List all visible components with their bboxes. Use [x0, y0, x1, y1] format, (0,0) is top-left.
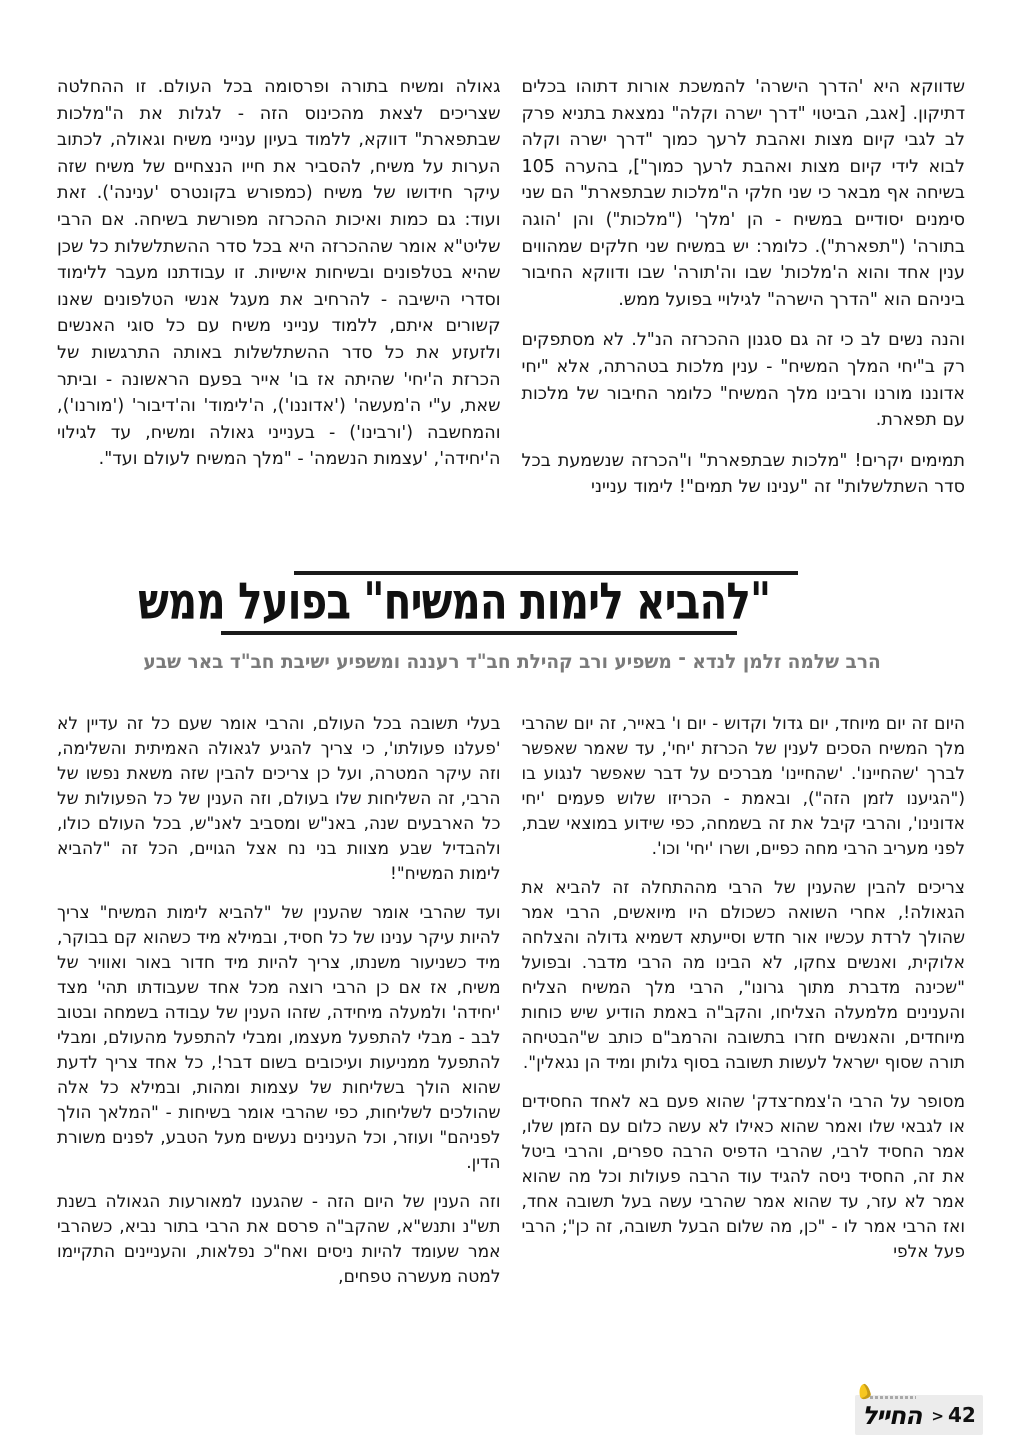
article-subtitle — [0, 650, 1024, 673]
article-headline — [118, 573, 813, 631]
bottom-article-left-column — [57, 712, 501, 1290]
top-article-left-column — [57, 74, 501, 501]
logo-fine-print — [870, 1396, 916, 1399]
page-number-value: 42 — [947, 1403, 976, 1427]
top-article-section — [57, 74, 965, 501]
body-paragraph: בעלי תשובה בכל העולם, והרבי אומר שעם כל זה עדיין לא 'פעלנו פעולתו', כי צריך להגיע לגאולה האמיתית והשלימה, וזה עיקר המטרה, ועל כן צריכים להבין שזה משאת נפשו של הרבי, זה השליחות שלו בעולם, וזה הענין של כל הפעולות של כל הארבעים שנה, באנ"ש ומסביב לאנ"ש, בכל העולם כולו, ולהבדיל שבע מצוות בני נח אצל הגויים, הכל זה "להביא לימות המשיח"! — [57, 714, 501, 884]
headline-rule-bottom — [221, 631, 737, 635]
article-headline-text: "להביא לימות המשיח" בפועל ממש — [137, 571, 770, 631]
body-paragraph: שדווקא היא 'הדרך הישרה' להמשכת אורות דתוהו בכלים דתיקון. [אגב, הביטוי "דרך ישרה וקלה" נמצאת בתניא פרק לב לגבי קיום מצות ואהבת לרעך כמוך "דרך ישרה וקלה לבוא לידי קיום מצות ואהבת לרעך כמוך"], בהערה 105 בשיחה אף מבאר כי שני חלקי ה"מלכות שבתפארת" הם שני סימנים יסודיים במשיח - הן 'מלך' ("מלכות") והן 'הוגה בתורה' ("תפארת"). כלומר: יש במשיח שני חלקים שמהווים ענין אחד והוא ה'מלכות' שבו וה'תורה' שבו ודווקא החיבור ביניהם הוא "הדרך הישרה" לגילויי בפועל ממש. — [521, 77, 965, 310]
body-paragraph: תמימים יקרים! "מלכות שבתפארת" ו"הכרזה שנשמעת בכל סדר השתלשלות" זה "ענינו של תמים"! לימוד ענייני — [521, 450, 965, 498]
article-subtitle-text: הרב שלמה זלמן לנדא ־ משפיע ורב קהילת חב"ד רעננה ומשפיע ישיבת חב"ד באר שבע — [143, 650, 881, 673]
body-paragraph: וזה הענין של היום הזה - שהגענו למאורעות הגאולה בשנת תש"נ ותנש"א, שהקב"ה פרסם את הרבי בתור נביא, כשהרבי אמר שעומד להיות ניסים ואח"כ נפלאות, והעניינים התקיימו למטה מעשרה טפחים, — [57, 1192, 501, 1287]
body-paragraph: גאולה ומשיח בתורה ופרסומה בכל העולם. זו ההחלטה שצריכים לצאת מהכינוס הזה - לגלות את ה"מלכות שבתפארת" דווקא, ללמוד בעיון ענייני משיח וגאולה, לכתוב הערות על משיח, להסביר את חייו הנצחיים של משיח שזה עיקר חידושו של משיח (כמפורש בקונטרס 'ענינה'). זאת ועוד: גם כמות ואיכות ההכרזה מפורשת בשיחה. אם הרבי שליט"א אומר שההכרזה היא בכל סדר ההשתלשלות כל שכן שהיא בטלפונים ובשיחות אישיות. זו עבודתנו מעבר ללימוד וסדרי הישיבה - להרחיב את מעגל אנשי הטלפונים שאנו קשורים איתם, ללמוד ענייני משיח עם כל סוגי האנשים ולזעזע את כל סדר ההשתלשלות באותה התרגשות של הכרזת ה'יחי' שהיתה אז בו' אייר בפעם הראשונה - וביתר שאת, ע"י ה'מעשה' ('אדוננו'), ה'לימוד' וה'דיבור' ('מורנו'), והמחשבה ('ורבינו') - בענייני גאולה ומשיח, עד לגילוי ה'יחידה', 'עצמות הנשמה' - "מלך המשיח לעולם ועד". — [57, 77, 501, 470]
body-paragraph: צריכים להבין שהענין של הרבי מההתחלה זה להביא את הגאולה!, אחרי השואה כשכולם היו מיואשים, הרבי אמר שהולך לרדת עכשיו אור חדש וסייעתא דשמיא גדולה והצלחה אלוקית, ואנשים צחקו, לא הבינו מה הרבי מדבר. ובפועל "שכינה מדברת מתוך גרונו", הרבי מלך המשיח הצליח והענינים מלמעלה הצליחו, והקב"ה באמת הודיע שיש כוחות מיוחדים, והאנשים חזרו בתשובה והרמב"ם כותב ש"הבטיחה תורה שסוף ישראל לעשות תשובה בסוף גלותן ומיד הן נגאלין". — [521, 878, 965, 1073]
publication-logo-text: החייל — [862, 1400, 922, 1430]
bottom-article-right-column — [522, 712, 966, 1290]
body-paragraph: היום זה יום מיוחד, יום גדול וקדוש - יום ו' באייר, זה יום שהרבי מלך המשיח הסכים לענין של הכרזת 'יחי', עד שאמר שאפשר לברך 'שהחיינו'. 'שהחיינו' מברכים על דבר שאפשר לנגוע בו ("הגיענו לזמן הזה"), ובאמת - הכריזו שלוש פעמים 'יחי אדונינו', והרבי קיבל את זה בשמחה, כפי שידוע במוצאי שבת, לפני מעריב הרבי מחה כפיים, ושרו 'יחי' וכו'. — [521, 714, 965, 859]
body-paragraph: והנה נשים לב כי זה גם סגנון ההכרזה הנ"ל. לא מסתפקים רק ב"יחי המלך המשיח" - ענין מלכות בטהרתה, אלא "יחי אדוננו מורנו ורבינו מלך המשיח" כלומר החיבור של מלכות עם תפארת. — [521, 330, 965, 431]
top-article-right-column — [522, 74, 966, 501]
body-paragraph: ועד שהרבי אומר שהענין של "להביא לימות המשיח" צריך להיות עיקר ענינו של כל חסיד, ובמילא מיד כשהוא קם בבוקר, מיד כשניעור משנתו, צריך להיות מיד חדור באור ואוויר של משיח, אז אם כן הרבי רוצה מכל אחד שעבודתו תהי' מצד 'יחידה' ולמעלה מיחידה, שזהו הענין של עבודה בשמחה ובטוב לבב - מבלי להתפעל מעצמו, ומבלי להתפעל מהעולם, ומבלי להתפעל ממניעות ועיכובים בשום דבר!, כל אחד צריך לדעת שהוא הולך בשליחות של עצמות ומהות, ובמילא כל אלה שהולכים לשליחות, כפי שהרבי אומר בשיחות - "המלאך הולך לפניהם" ועוזר, וכל הענינים נעשים מעל הטבע, לפנים משורת הדין. — [57, 903, 501, 1173]
bottom-article-section — [57, 712, 965, 1290]
page-number — [931, 1403, 975, 1427]
body-paragraph: מסופר על הרבי ה'צמח־צדק' שהוא פעם בא לאחד החסידים או לגבאי שלו ואמר שהוא כאילו לא עשה כלום עם הזמן שלו, אמר החסיד לרבי, שהרבי הדפיס הרבה ספרים, והרבי ביטל את זה, החסיד ניסה להגיד עוד הרבה פעולות וכל מה שהוא אמר לא עזר, עד שהוא אמר שהרבי עשה בעל תשובה אחד, ואז הרבי אמר לו - "כן, מה שלום הבעל תשובה, זה כן"; הרבי פעל אלפי — [521, 1092, 965, 1262]
page-footer — [855, 1395, 983, 1435]
chevron-right-icon: > — [931, 1407, 944, 1425]
publication-logo — [862, 1401, 921, 1430]
